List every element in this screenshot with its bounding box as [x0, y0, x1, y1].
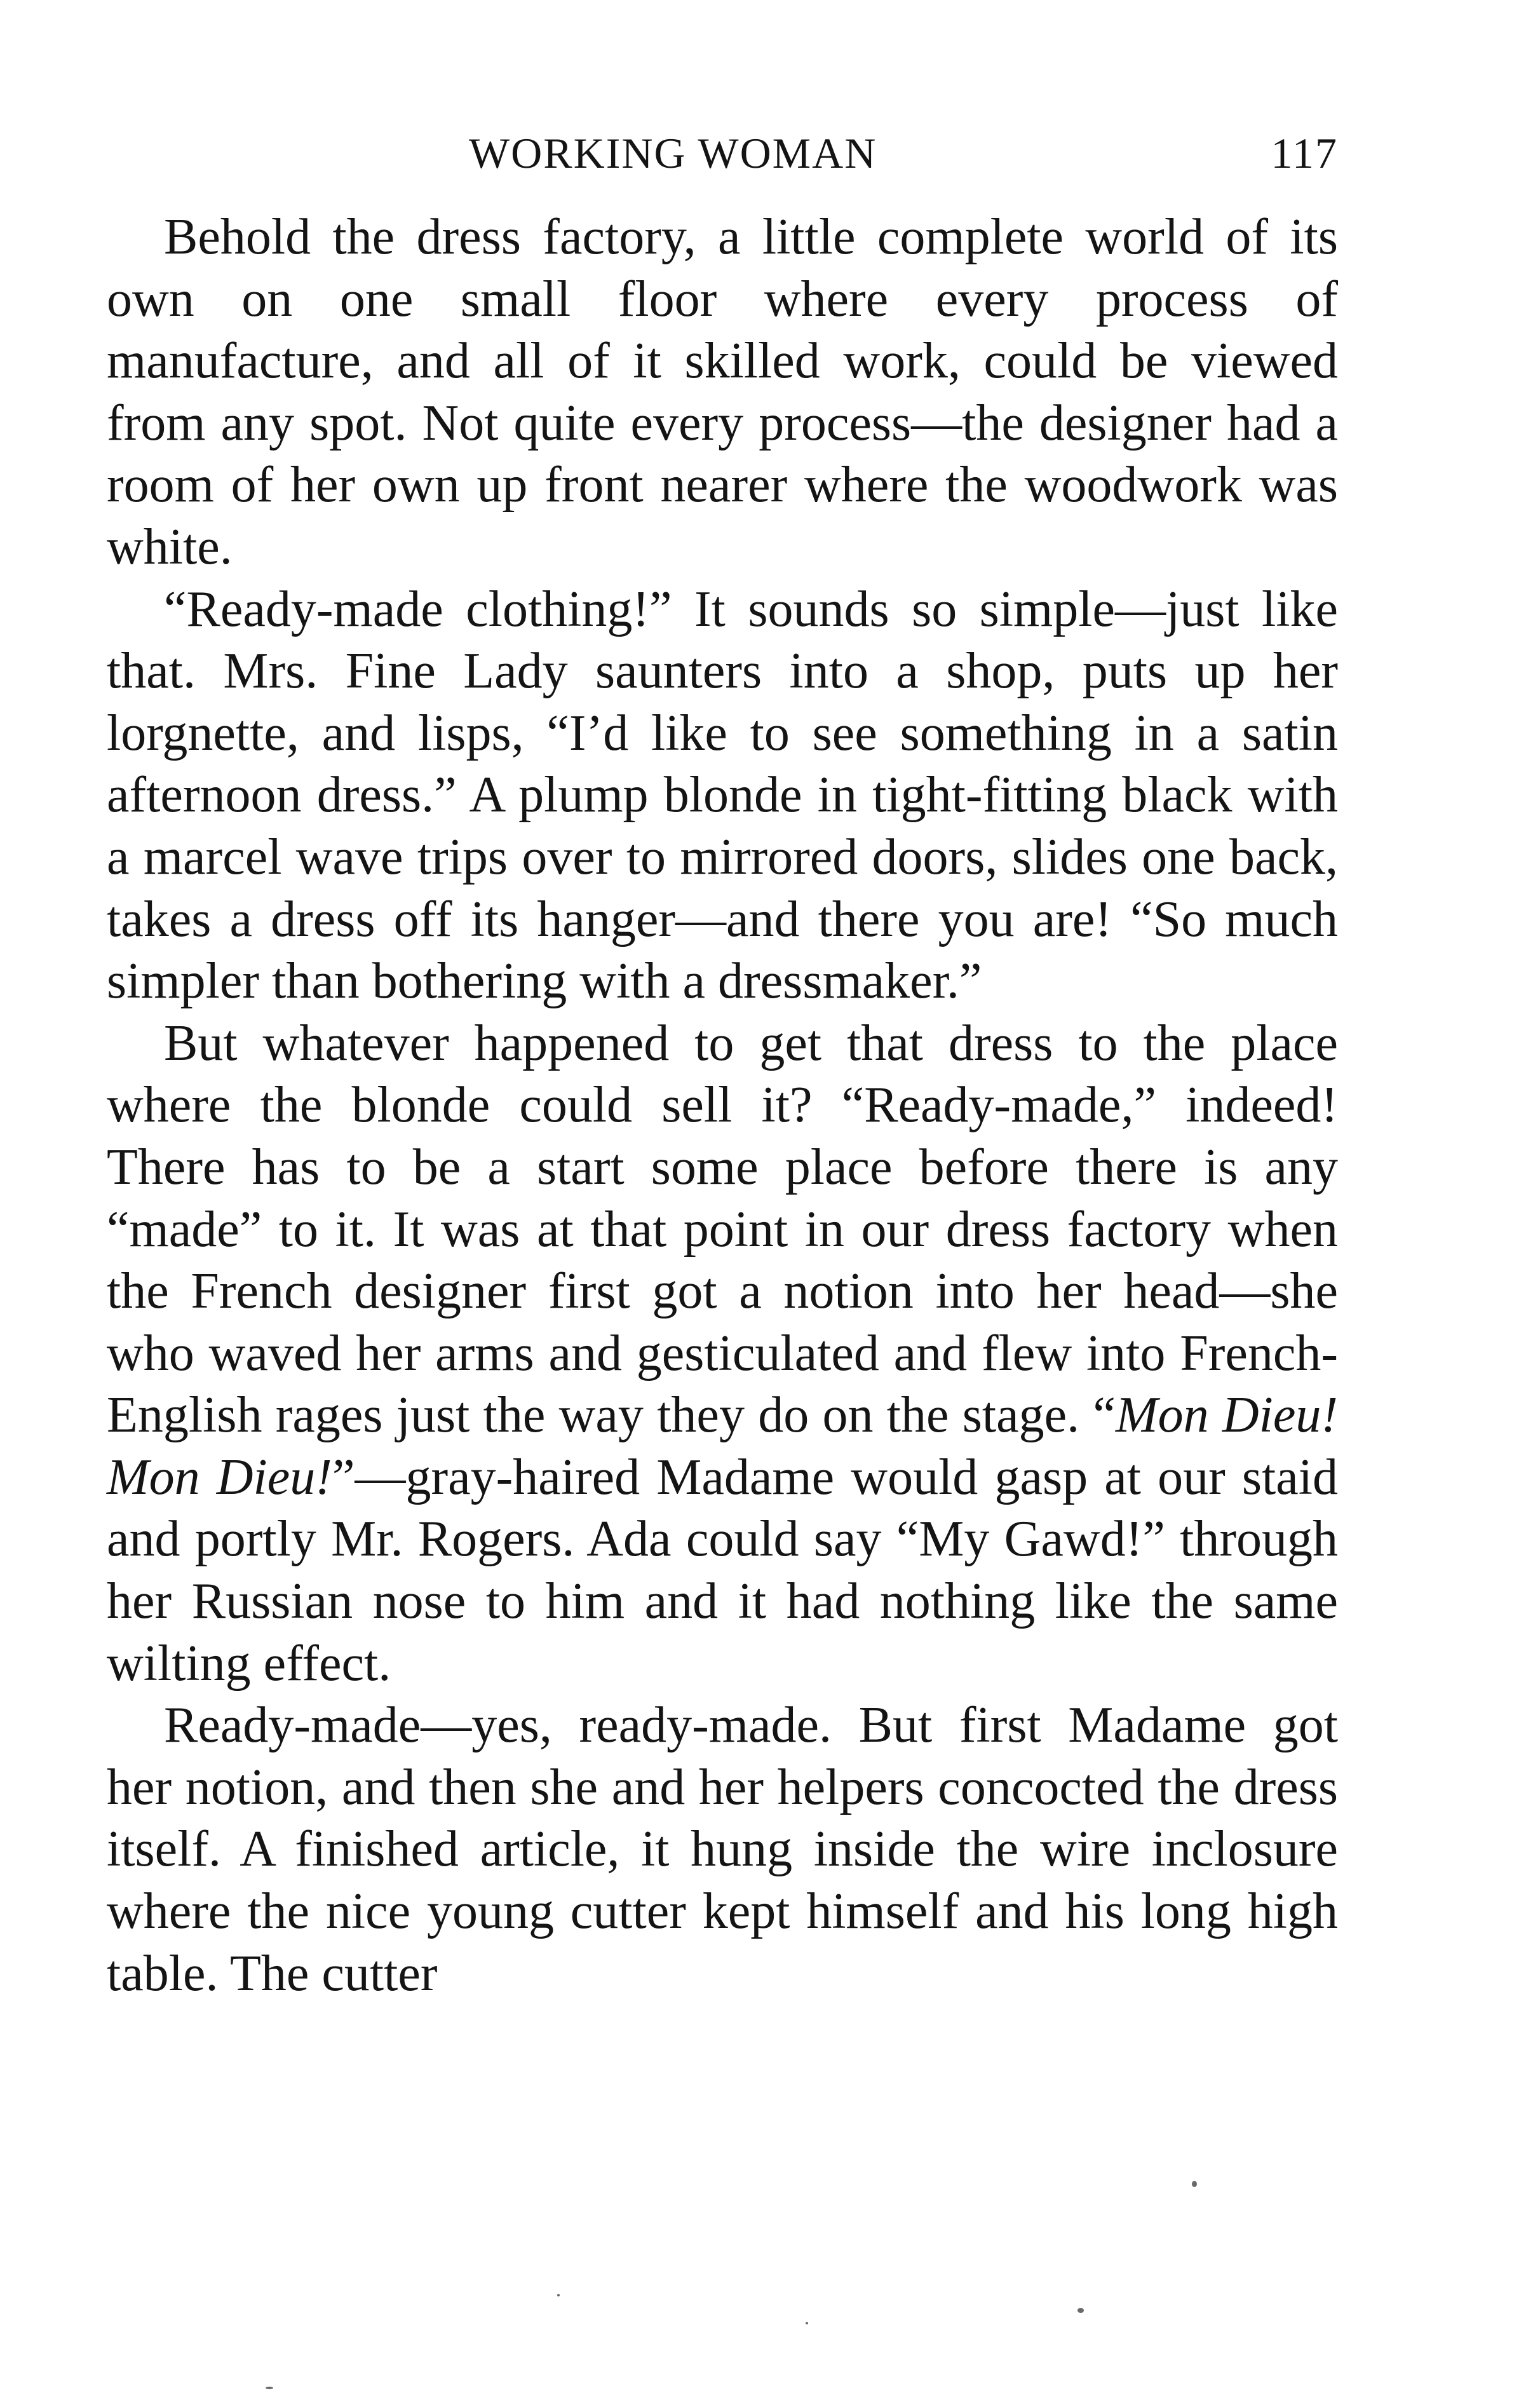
paragraph-text-segment: But whatever happened to get that dress to the place where the blonde could sell it? “Ready-made,” indeed! There has to be a start some place before there is any “made” to it. It was at that point in our dress factory when the French designer first got a notion into her head—she who waved her arms and gesticulated and flew into French-English rages just the way they do on the stage. “ — [107, 1015, 1338, 1444]
paragraph-text-segment: ”—gray-haired Madame would gasp at our staid and portly Mr. Rogers. Ada could say “My Gawd!” through her Russian nose to him and it had nothing like the same wilting effect. — [107, 1449, 1338, 1692]
paper-speck — [806, 2322, 808, 2324]
paper-speck — [1077, 2308, 1084, 2313]
running-head — [107, 118, 1338, 188]
paper-speck — [557, 2294, 560, 2296]
paragraph-ready-made-clothing: “Ready-made clothing!” It sounds so simple—just like that. Mrs. Fine Lady saunters into a shop, puts up her lorgnette, and lisps, “I’d like to see something in a satin afternoon dress.” A plump blonde in tight-fitting black with a marcel wave trips over to mirrored doors, slides one back, takes a dress off its hanger—and there you are! “So much simpler than bothering with a dressmaker.” — [107, 581, 1338, 1010]
paragraph-cutter: Ready-made—yes, ready-made. But first Madame got her notion, and then she and her helpers concocted the dress itself. A finished article, it hung inside the wire inclosure where the nice young cutter kept himself and his long high table. The cutter — [107, 1697, 1338, 2002]
page-number: 117 — [1271, 129, 1338, 177]
running-title: WORKING WOMAN — [469, 129, 877, 177]
paragraph-french-designer — [107, 1013, 1338, 1695]
paper-speck — [1192, 2181, 1197, 2187]
italic-exclamation: Mon Dieu! Mon Dieu! — [107, 1387, 1338, 1505]
paper-speck — [266, 2387, 273, 2389]
paragraph-dress-factory: Behold the dress factory, a little complete world of its own on one small floor where every process of manufacture, and all of it skilled work, could be viewed from any spot. Not quite every process—the designer had a room of her own up front nearer where the woodwork was white. — [107, 209, 1338, 575]
body-text — [107, 207, 1338, 2005]
